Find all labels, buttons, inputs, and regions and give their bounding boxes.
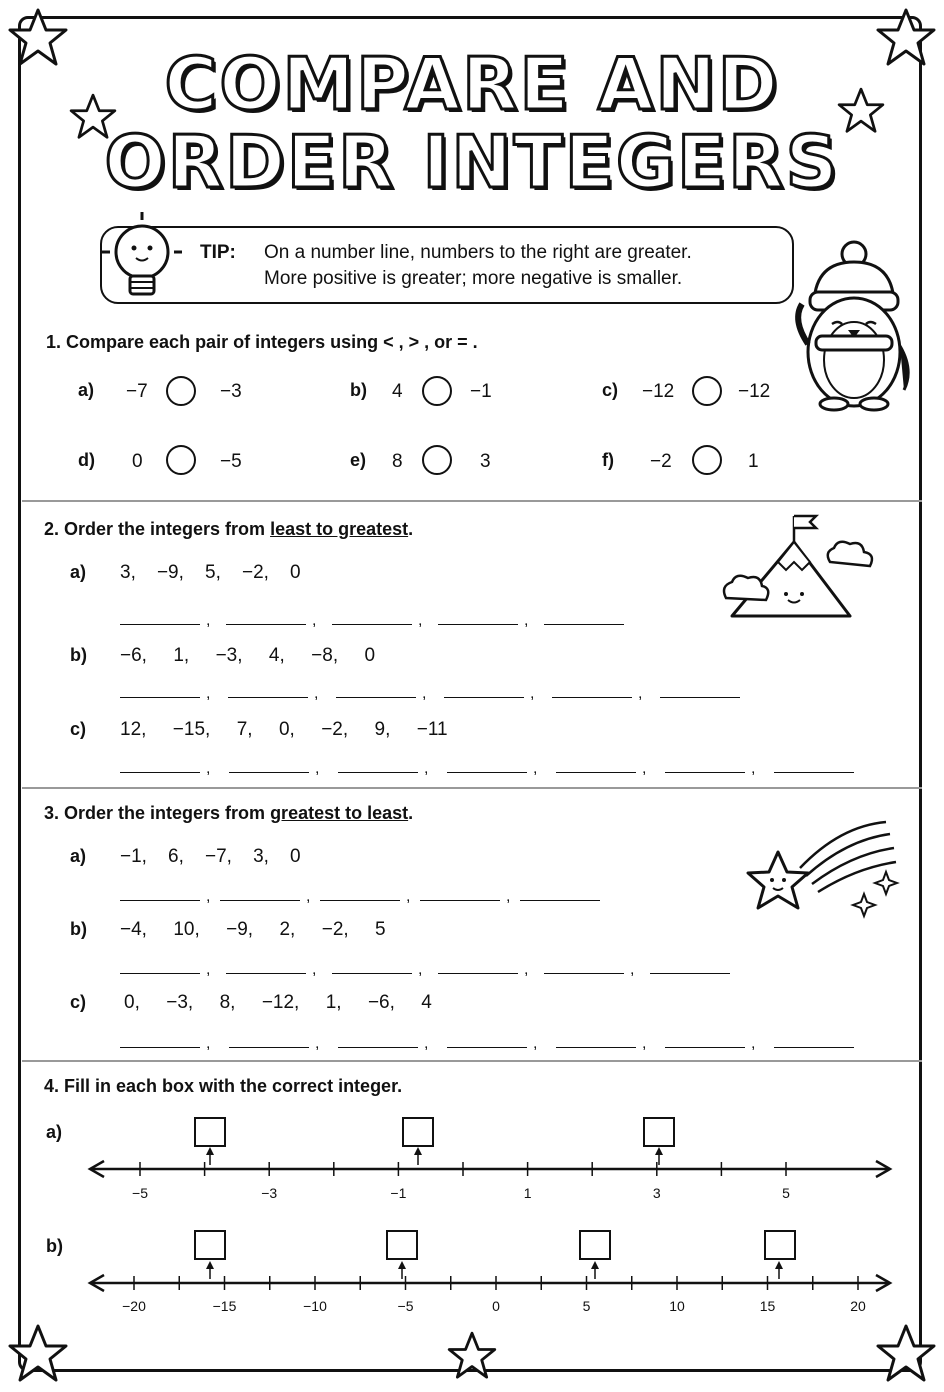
q2-item-label: b) [70,645,87,665]
q1-left-number: 8 [392,451,403,472]
star-icon [446,1330,498,1382]
q1-left-number: −12 [642,381,675,402]
comma: , [751,760,756,777]
answer-blank[interactable] [544,624,624,625]
q1-item-label: b) [350,380,367,400]
q1-item-label: a) [78,380,95,400]
answer-blank[interactable] [120,772,200,773]
answer-blank[interactable] [774,772,854,773]
section-divider [22,787,922,789]
answer-blank[interactable] [444,697,524,698]
comma: , [206,888,211,905]
mountain-illustration [720,512,880,624]
q4-item-label: b) [46,1236,63,1256]
answer-blank[interactable] [665,772,745,773]
q3-heading-end: . [408,803,414,823]
answer-blank[interactable] [229,1047,309,1048]
q3-heading [44,803,413,824]
q2-heading [44,519,413,540]
tick-label: −15 [212,1298,237,1314]
comma: , [418,961,423,978]
q2-number-list: −6, 1, −3, 4, −8, 0 [120,645,376,666]
comma: , [424,760,429,777]
answer-blank[interactable] [447,772,527,773]
comma: , [312,612,317,629]
q4-heading: 4. Fill in each box with the correct integer. [44,1076,403,1096]
answer-blank[interactable] [226,624,306,625]
comma: , [424,1035,429,1052]
comma: , [312,961,317,978]
answer-blank[interactable] [544,973,624,974]
tick-label: −10 [303,1298,327,1314]
answer-blank[interactable] [120,1047,200,1048]
comma: , [524,961,529,978]
q3-item-label: a) [70,846,87,866]
q1-right-number: −1 [470,381,492,402]
answer-blank[interactable] [332,973,412,974]
answer-blank[interactable] [338,1047,418,1048]
comma: , [306,888,311,905]
answer-blank[interactable] [332,624,412,625]
tick-label: −5 [132,1185,148,1201]
comma: , [533,760,538,777]
q1-right-number: −5 [220,451,242,472]
q3-heading-underlined: greatest to least [270,803,409,823]
tick-label: −3 [261,1185,278,1201]
section-divider [22,1060,922,1062]
answer-blank[interactable] [520,900,600,901]
q1-item-label: f) [602,450,614,470]
answer-blank[interactable] [338,772,418,773]
q2-heading-text: 2. Order the integers from [44,519,271,539]
tick-label: 5 [582,1298,591,1314]
q1-right-number: −3 [220,381,242,402]
star-icon [6,1322,70,1386]
q2-heading-underlined: least to greatest [270,519,409,539]
answer-blank[interactable] [447,1047,527,1048]
comma: , [406,888,411,905]
q1-item-label: d) [78,450,95,470]
star-icon [874,1322,938,1386]
comma: , [206,961,211,978]
comma: , [642,760,647,777]
q3-number-list: −4, 10, −9, 2, −2, 5 [120,919,386,940]
answer-blank[interactable] [650,973,730,974]
comma: , [206,760,211,777]
tick-label: −5 [397,1298,414,1314]
q1-heading: 1. Compare each pair of integers using < , > , or = . [46,332,478,352]
q1-left-number: −2 [650,451,672,472]
q1-left-number: 4 [392,381,403,402]
answer-blank[interactable] [120,900,200,901]
answer-box[interactable] [579,1230,611,1260]
comma: , [524,612,529,629]
comma: , [533,1035,538,1052]
answer-blank[interactable] [120,624,200,625]
comma: , [315,1035,320,1052]
q4-item-label: a) [46,1122,63,1142]
q3-number-list: −1, 6, −7, 3, 0 [120,846,301,867]
answer-blank[interactable] [120,973,200,974]
answer-box[interactable] [402,1117,434,1147]
answer-blank[interactable] [438,624,518,625]
answer-blank[interactable] [774,1047,854,1048]
q1-right-number: −12 [738,381,771,402]
q1-right-number: 1 [748,451,759,472]
answer-blank[interactable] [552,697,632,698]
tick-label: 0 [492,1298,500,1314]
answer-blank[interactable] [229,772,309,773]
answer-blank[interactable] [120,697,200,698]
compare-circle[interactable] [166,445,196,475]
tip-line-2: More positive is greater; more negative is smaller. [264,268,683,289]
answer-blank[interactable] [336,697,416,698]
comma: , [530,685,535,702]
tip-line-1: On a number line, numbers to the right are greater. [264,242,692,263]
compare-circle[interactable] [692,376,722,406]
tip-label: TIP: [200,242,236,263]
comma: , [315,760,320,777]
title-line-1: COMPARE AND [164,42,780,126]
tick-label: 3 [652,1185,661,1201]
comma: , [422,685,427,702]
tick-label: 10 [669,1298,685,1314]
answer-box[interactable] [643,1117,675,1147]
answer-box[interactable] [194,1230,226,1260]
q1-item-label: c) [602,380,619,400]
q1-right-number: 3 [480,451,491,472]
q2-number-list: 12, −15, 7, 0, −2, 9, −11 [120,719,448,740]
tick-label: 1 [523,1185,532,1201]
answer-box[interactable] [764,1230,796,1260]
answer-blank[interactable] [226,973,306,974]
answer-blank[interactable] [438,973,518,974]
q2-heading-end: . [408,519,414,539]
comma: , [751,1035,756,1052]
comma: , [630,961,635,978]
q1-left-number: 0 [132,451,143,472]
section-divider [22,500,922,502]
compare-circle[interactable] [422,376,452,406]
comma: , [206,1035,211,1052]
answer-blank[interactable] [665,1047,745,1048]
tick-label: −1 [390,1185,407,1201]
answer-blank[interactable] [660,697,740,698]
q2-item-label: c) [70,719,87,739]
answer-blank[interactable] [556,1047,636,1048]
comma: , [418,612,423,629]
comma: , [638,685,643,702]
comma: , [206,685,211,702]
answer-blank[interactable] [420,900,500,901]
q2-item-label: a) [70,562,87,582]
penguin-illustration [792,240,916,412]
tick-label: −20 [122,1298,146,1314]
q3-item-label: c) [70,992,87,1012]
q1-item-label: e) [350,450,367,470]
number-line-a [0,1150,944,1190]
answer-blank[interactable] [228,697,308,698]
q3-heading-text: 3. Order the integers from [44,803,271,823]
comma: , [642,1035,647,1052]
compare-circle[interactable] [422,445,452,475]
compare-circle[interactable] [166,376,196,406]
title-line-2: ORDER INTEGERS [104,120,840,204]
comma: , [314,685,319,702]
q3-item-label: b) [70,919,87,939]
tip-box [100,226,794,304]
comma: , [506,888,511,905]
shooting-star-illustration [740,818,904,928]
compare-circle[interactable] [692,445,722,475]
tick-label: 20 [850,1298,866,1314]
comma: , [206,612,211,629]
q1-left-number: −7 [126,381,148,402]
tick-label: 5 [782,1185,790,1201]
answer-box[interactable] [386,1230,418,1260]
answer-box[interactable] [194,1117,226,1147]
lightbulb-icon [100,210,184,306]
tick-label: 15 [759,1298,776,1314]
answer-blank[interactable] [556,772,636,773]
q2-number-list: 3, −9, 5, −2, 0 [120,562,301,583]
answer-blank[interactable] [320,900,400,901]
answer-blank[interactable] [220,900,300,901]
q3-number-list: 0, −3, 8, −12, 1, −6, 4 [124,992,432,1013]
